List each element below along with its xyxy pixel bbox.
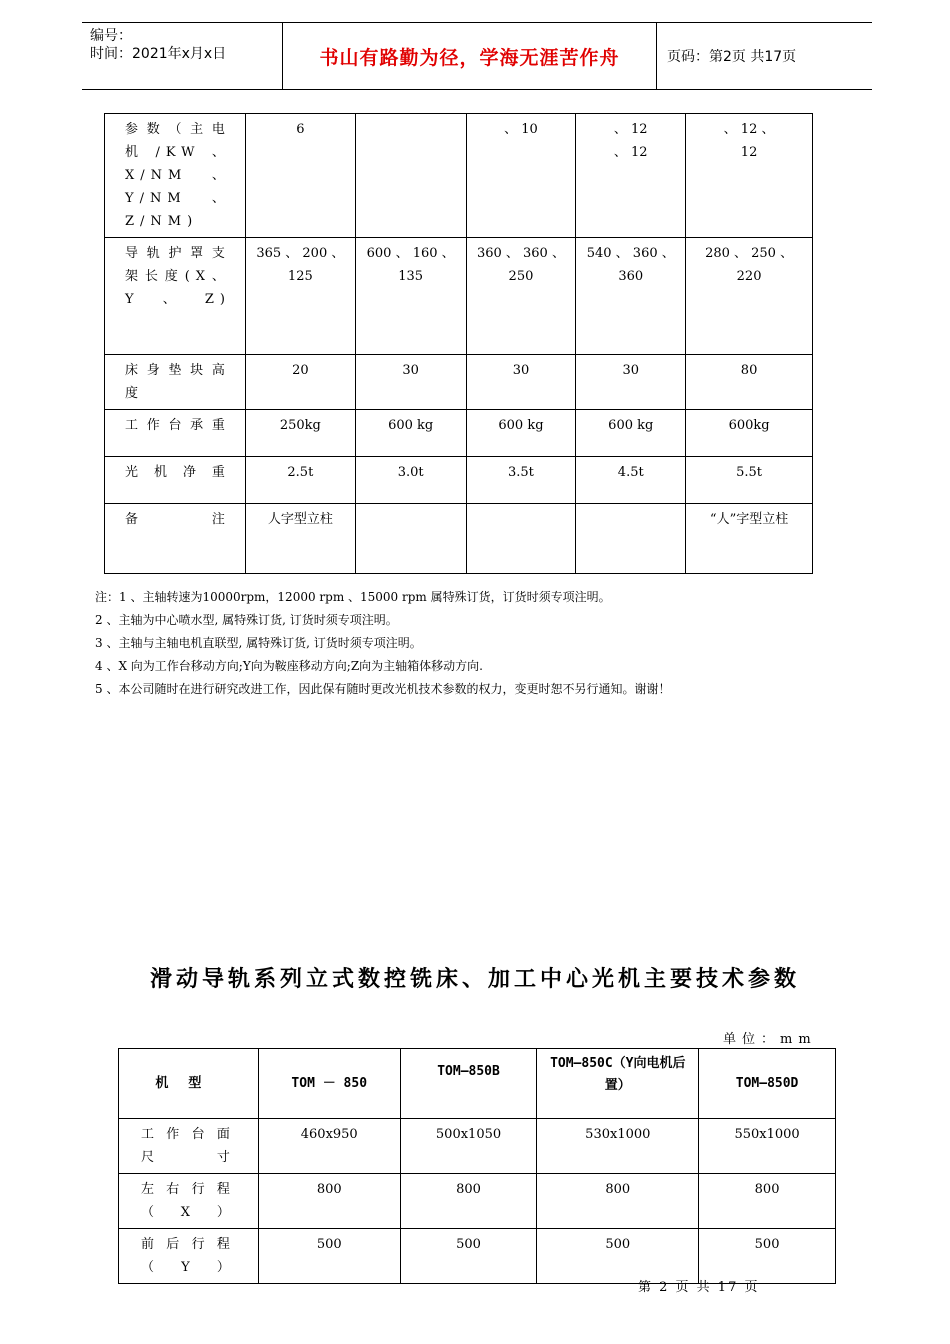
section-title: 滑动导轨系列立式数控铣床、加工中心光机主要技术参数: [149, 967, 800, 992]
header-page-info: 页码：第2页 共17页: [667, 49, 797, 65]
table-cell: 550x1000: [699, 1119, 836, 1174]
page-footer: 第 2 页 共 17 页: [638, 1280, 760, 1295]
table-cell: 600kg: [686, 410, 813, 457]
table-cell: 600 kg: [355, 410, 466, 457]
row-label: 工作台面尺寸: [119, 1119, 259, 1174]
table-cell: 800: [699, 1174, 836, 1229]
table-row: [105, 504, 813, 574]
table-cell: 280 、 250 、 220: [686, 238, 813, 355]
table-row: [105, 457, 813, 504]
row-label: 前后行程（Y）: [119, 1229, 259, 1284]
table-cell: 800: [537, 1174, 699, 1229]
table-row: [105, 238, 813, 355]
header-motto: 书山有路勤为径，学海无涯苦作舟: [282, 23, 657, 89]
table-cell: 250kg: [245, 410, 355, 457]
table-cell: 500: [699, 1229, 836, 1284]
notes-block: [95, 586, 895, 701]
table-cell: 500: [258, 1229, 400, 1284]
table-header-row: [119, 1049, 836, 1119]
table-row: [119, 1119, 836, 1174]
table-cell: 600 kg: [466, 410, 576, 457]
model-tom-850: TOM － 850: [258, 1049, 400, 1119]
table-cell: 5.5t: [686, 457, 813, 504]
note-2: 2 、主轴为中心喷水型, 属特殊订货, 订货时须专项注明。: [95, 613, 398, 627]
row-label: 导轨护罩支架长度(X、Y、Z): [105, 238, 246, 355]
spec-table-continued: [104, 113, 813, 574]
model-tom-850d: TOM—850D: [699, 1049, 836, 1119]
table-cell: 6: [245, 114, 355, 238]
table-cell: 80: [686, 355, 813, 410]
table-cell: 3.0t: [355, 457, 466, 504]
table-cell: 460x950: [258, 1119, 400, 1174]
page-header: [82, 22, 872, 90]
model-tom-850b: TOM—850B: [400, 1049, 537, 1119]
document-number-label: 编号：: [90, 28, 132, 44]
table-cell: 、 12 、 12: [576, 114, 686, 238]
table-cell: 530x1000: [537, 1119, 699, 1174]
table-cell: “人”字型立柱: [686, 504, 813, 574]
table-cell: 、 10: [466, 114, 576, 238]
document-date: 时间：2021年x月x日: [90, 46, 227, 62]
row-label: 床身垫块高度: [105, 355, 246, 410]
table-cell: 360 、 360 、 250: [466, 238, 576, 355]
note-3: 3 、主轴与主轴电机直联型, 属特殊订货, 订货时须专项注明。: [95, 636, 422, 650]
table-cell: 20: [245, 355, 355, 410]
table-cell: 365 、 200 、 125: [245, 238, 355, 355]
table-cell: 4.5t: [576, 457, 686, 504]
table-cell: 人字型立柱: [245, 504, 355, 574]
table-cell: 3.5t: [466, 457, 576, 504]
model-tom-850c: TOM—850C（Y向电机后置）: [537, 1049, 699, 1119]
note-4: 4 、X 向为工作台移动方向;Y向为鞍座移动方向;Z向为主轴箱体移动方向.: [95, 659, 483, 673]
table-cell: 30: [576, 355, 686, 410]
row-label: 光机净重: [105, 457, 246, 504]
table-row: [105, 410, 813, 457]
table-cell: 2.5t: [245, 457, 355, 504]
table-cell: 800: [400, 1174, 537, 1229]
table-row: [105, 114, 813, 238]
table-cell: [355, 114, 466, 238]
table-cell: [576, 504, 686, 574]
table-cell: 800: [258, 1174, 400, 1229]
table-cell: 500: [400, 1229, 537, 1284]
row-label: 工作台承重: [105, 410, 246, 457]
table-cell: 30: [355, 355, 466, 410]
table-cell: 500: [537, 1229, 699, 1284]
table-cell: 、 12 、 12: [686, 114, 813, 238]
note-1: 注：1 、主轴转速为10000rpm，12000 rpm 、15000 rpm 属特殊订货，订货时须专项注明。: [95, 590, 611, 604]
row-label: 参数（主电机/KW、X/NM、Y/NM、Z/NM): [105, 114, 246, 238]
table-row: [105, 355, 813, 410]
header-meta: [82, 23, 282, 89]
table-cell: 30: [466, 355, 576, 410]
unit-label: 单位：mm: [723, 1032, 817, 1047]
table-cell: [355, 504, 466, 574]
table-row: [119, 1174, 836, 1229]
table-cell: 500x1050: [400, 1119, 537, 1174]
row-label: 备注: [105, 504, 246, 574]
row-label: 左右行程（X）: [119, 1174, 259, 1229]
note-5: 5 、本公司随时在进行研究改进工作，因此保有随时更改光机技术参数的权力，变更时恕不另行通知。谢谢！: [95, 682, 671, 696]
spec-table-850: [118, 1048, 836, 1284]
table-cell: 540 、 360 、 360: [576, 238, 686, 355]
table-cell: [466, 504, 576, 574]
model-header: 机型: [119, 1049, 259, 1119]
table-cell: 600 、 160 、 135: [355, 238, 466, 355]
table-cell: 600 kg: [576, 410, 686, 457]
